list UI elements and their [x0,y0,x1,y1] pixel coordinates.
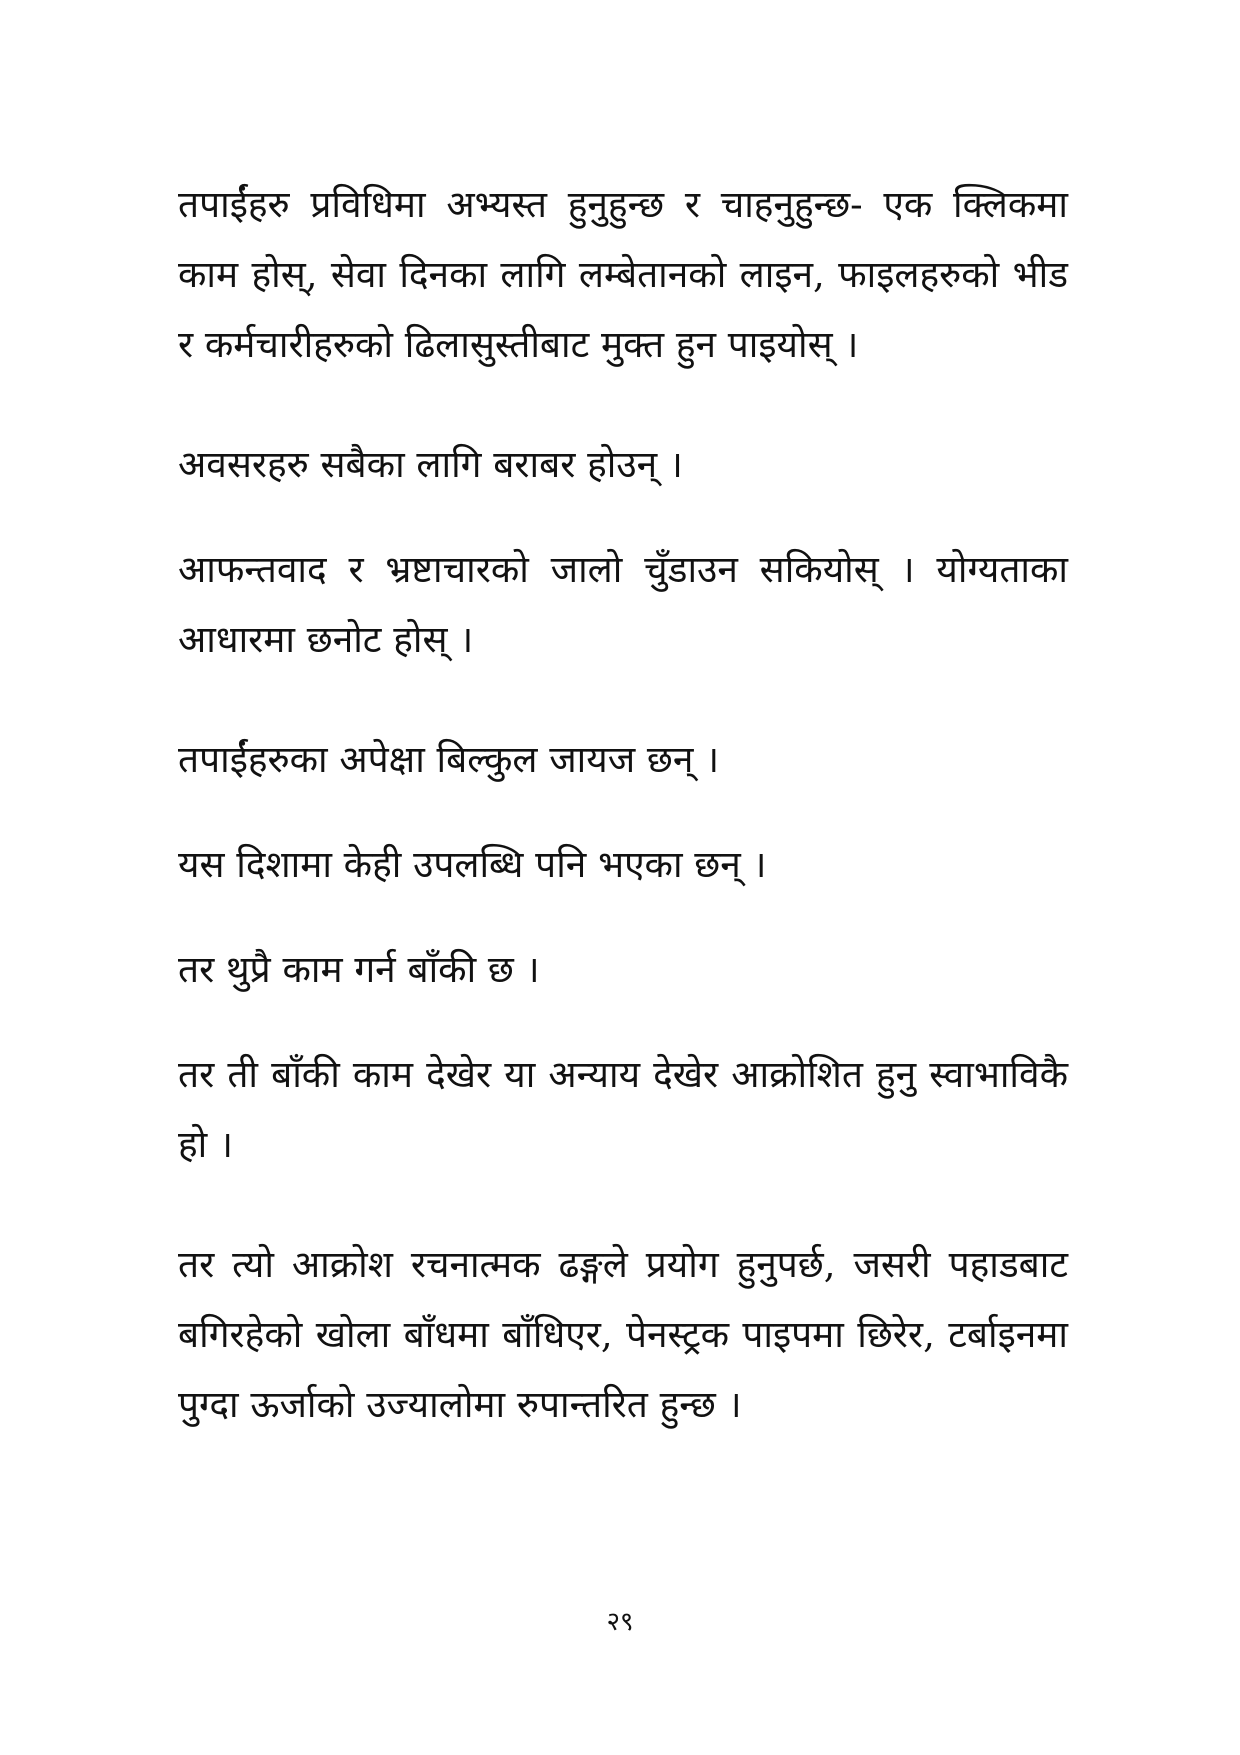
paragraph-technology-expectations: तपाईंहरु प्रविधिमा अभ्यस्त हुनुहुन्छ र चाहनुहुन्छ- एक क्लिकमा काम होस्, सेवा दिनका लागि लम्बेतानको लाइन, फाइलहरुको भीड र कर्मचारीहरुको ढिलासुस्तीबाट मुक्त हुन पाइयोस् । [178,183,1068,366]
paragraph-work-remaining: तर थुप्रै काम गर्न बाँकी छ । [178,948,540,991]
paragraph-equal-opportunity: अवसरहरु सबैका लागि बराबर होउन् । [178,443,683,486]
paragraph-natural-anger: तर ती बाँकी काम देखेर या अन्याय देखेर आक्रोशित हुनु स्वाभाविकै हो । [178,1053,1068,1166]
paragraph-constructive-anger: तर त्यो आक्रोश रचनात्मक ढङ्गले प्रयोग हुनुपर्छ, जसरी पहाडबाट बगिरहेको खोला बाँधमा बाँधिएर, पेनस्ट्रक पाइपमा छिरेर, टर्बाइनमा पुग्दा ऊर्जाको उज्यालोमा रुपान्तरित हुन्छ । [178,1243,1068,1426]
paragraph-achievements: यस दिशामा केही उपलब्धि पनि भएका छन् । [178,843,767,886]
page-number: २९ [606,1607,634,1637]
paragraph-expectations-justified: तपाईंहरुका अपेक्षा बिल्कुल जायज छन् । [178,738,720,781]
paragraph-nepotism-corruption: आफन्तवाद र भ्रष्टाचारको जालो चुँडाउन सकियोस् । योग्यताका आधारमा छनोट होस् । [178,548,1068,661]
